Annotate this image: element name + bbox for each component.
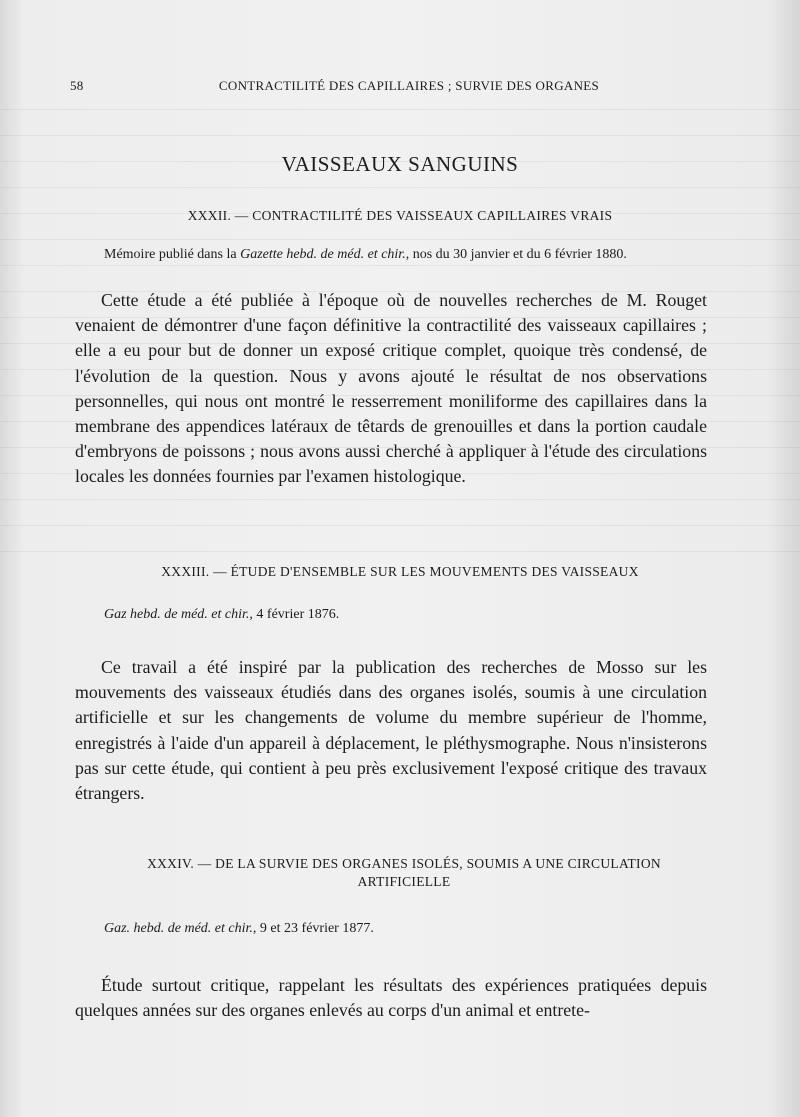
paragraph-xxxiv: Étude surtout critique, rappelant les résultats des expériences pratiquées depuis quelques années sur des organes enlevés au corps d'un animal et entrete-: [75, 975, 707, 1021]
citation-xxxii: [104, 247, 627, 263]
entry-heading-xxxii: XXXII. — CONTRACTILITÉ DES VAISSEAUX CAPILLAIRES VRAIS: [187, 208, 613, 223]
citation-journal: Gazette hebd. de méd. et chir.: [240, 247, 406, 262]
running-title: CONTRACTILITÉ DES CAPILLAIRES ; SURVIE DES ORGANES: [218, 78, 600, 93]
citation-journal: Gaz. hebd. de méd. et chir.: [104, 921, 253, 936]
paragraph-xxxii: Cette étude a été publiée à l'époque où de nouvelles recherches de M. Rouget venaient de démontrer d'une façon définitive la contractilité des vaisseaux capillaires ; elle a eu pour but de donner un exposé critique complet, quoique très condensé, de l'évolution de la question. Nous y avons ajouté le résultat de nos observations personnelles, qui nous ont montré le resserrement moniliforme des capillaires dans la membrane des appendices latéraux de têtards de grenouilles et dans la portion caudale d'embryons de poissons ; nous avons aussi cherché à appliquer à l'étude des circulations locales les données fournies par l'examen histologique.: [75, 290, 707, 487]
citation-lead: Mémoire publié dans la: [104, 247, 241, 262]
citation-journal: Gaz hebd. de méd. et chir.: [104, 607, 250, 622]
entry-heading-xxxiii: XXXIII. — ÉTUDE D'ENSEMBLE SUR LES MOUVEMENTS DES VAISSEAUX: [161, 564, 639, 579]
running-header: [70, 78, 730, 98]
paragraph-xxxiii: Ce travail a été inspiré par la publication des recherches de Mosso sur les mouvements des vaisseaux étudiés dans des organes isolés, soumis à une circulation artificielle et sur les changements de volume du membre supérieur de l'homme, enregistrés à l'aide d'un appareil à déplacement, le pléthysmographe. Nous n'insisterons pas sur cette étude, qui contient à peu près exclusivement l'exposé critique des travaux étrangers.: [75, 657, 707, 804]
citation-rest: , nos du 30 janvier et du 6 février 1880.: [405, 247, 627, 262]
page-number: 58: [70, 78, 84, 93]
citation-rest: , 9 et 23 février 1877.: [252, 921, 374, 936]
citation-xxxiv: [104, 921, 374, 937]
section-title: VAISSEAUX SANGUINS: [281, 152, 519, 176]
citation-rest: , 4 février 1876.: [249, 607, 340, 622]
citation-xxxiii: [104, 607, 339, 623]
entry-heading-xxxiv: XXXIV. — DE LA SURVIE DES ORGANES ISOLÉS, SOUMIS A UNE CIRCULATION ARTIFICIELLE: [147, 856, 661, 889]
